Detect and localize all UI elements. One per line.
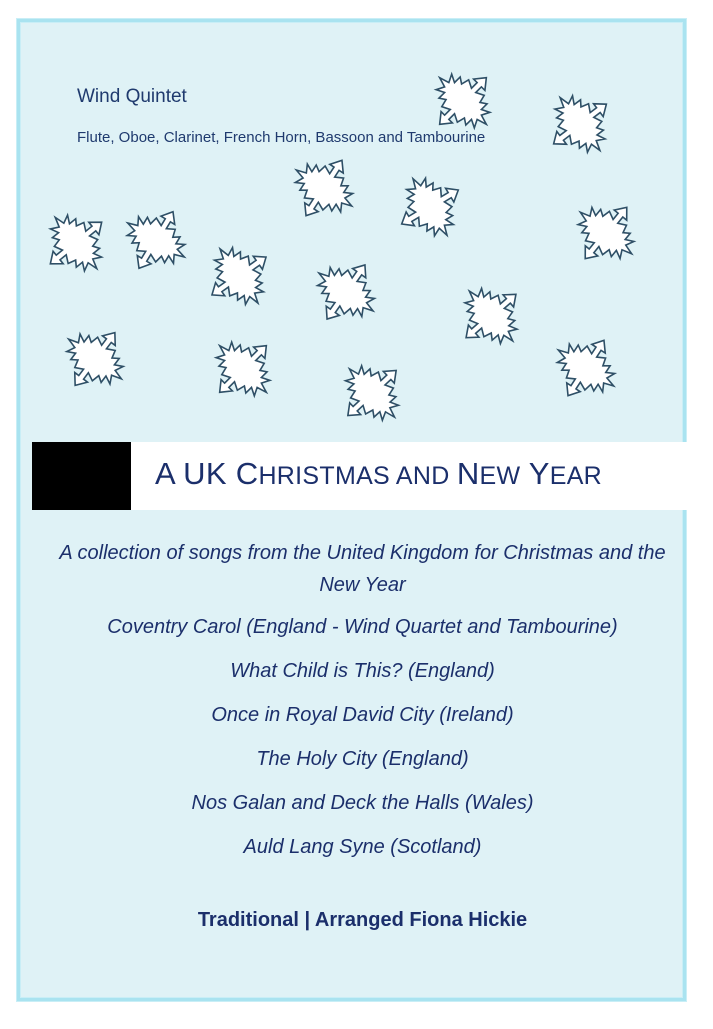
song-title: What Child is This? (England): [230, 660, 495, 682]
snowflake-icon: [309, 255, 383, 329]
title-black-block: [32, 442, 131, 510]
snowflake-icon: [393, 170, 467, 244]
instrumentation-label: Flute, Oboe, Clarinet, French Horn, Bassoon and Tambourine: [77, 129, 486, 146]
snowflake-icon: [58, 322, 132, 396]
snowflake-icon: [335, 356, 409, 430]
snowflake-icon: [206, 332, 280, 406]
song-title: The Holy City (England): [256, 748, 469, 770]
page-title: A UK CHRISTMAS AND NEW YEAR: [155, 456, 603, 491]
arranger-credit: Traditional | Arranged Fiona Hickie: [197, 909, 528, 931]
snowflake-icon: [287, 151, 361, 225]
snowflake-icon: [426, 64, 500, 138]
song-title: Coventry Carol (England - Wind Quartet and Tambourine): [107, 616, 618, 638]
snowflake-icon: [39, 206, 113, 280]
song-title: Once in Royal David City (Ireland): [211, 704, 514, 726]
snowflake-icon: [202, 239, 276, 313]
snowflake-icon: [569, 196, 643, 270]
ensemble-label: Wind Quintet: [77, 86, 187, 107]
snowflake-icon: [549, 331, 623, 405]
song-title: Nos Galan and Deck the Halls (Wales): [191, 792, 534, 814]
snowflake-icon: [543, 87, 617, 161]
collection-description: A collection of songs from the United Kingdom for Christmas and the New Year: [59, 542, 666, 596]
snowflake-icon: [119, 203, 193, 277]
snowflake-icon: [454, 279, 528, 353]
song-title: Auld Lang Syne (Scotland): [243, 836, 482, 858]
